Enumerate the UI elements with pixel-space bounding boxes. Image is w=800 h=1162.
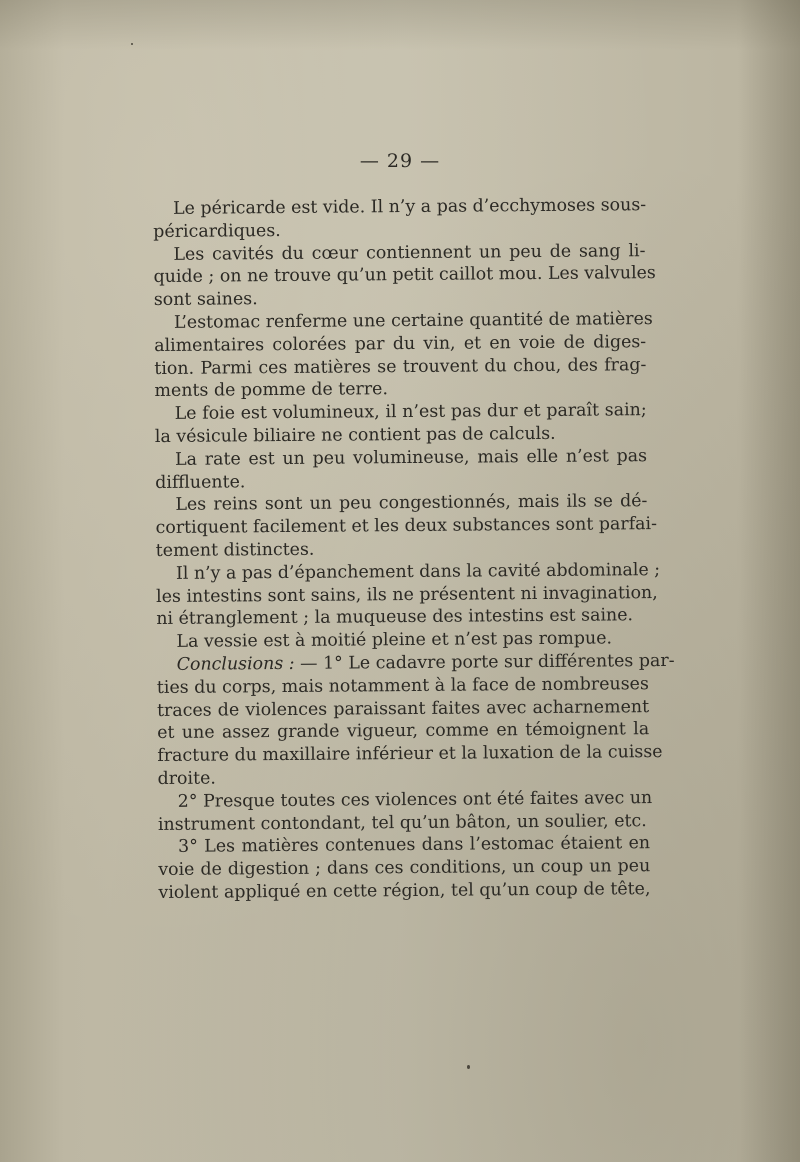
text-line: 3° Les matières contenues dans l’estomac étaient en <box>178 833 651 858</box>
text-line: La vessie est à moitié pleine et n’est pas rompue. <box>176 628 613 652</box>
text-line: tement distinctes. <box>155 539 315 561</box>
page-number: — 29 — <box>359 150 441 172</box>
text-line: cortiquent facilement et les deux substances sont parfai- <box>155 514 657 539</box>
paragraph <box>156 559 661 631</box>
text-line: tion. Parmi ces matières se trouvent du chou, des frag- <box>154 354 647 379</box>
text-line: et une assez grande vigueur, comme en témoignent la <box>157 719 650 744</box>
text-line: Il n’y a pas d’épanchement dans la cavité abdominale ; <box>175 559 661 584</box>
paragraph <box>153 194 645 243</box>
paragraph <box>155 399 647 448</box>
text-line: Le foie est volumineux, il n’est pas dur et paraît sain; <box>174 400 647 425</box>
paragraph <box>157 787 653 836</box>
body-text <box>153 194 675 905</box>
text-line: ments de pomme de terre. <box>154 379 389 402</box>
text-line: alimentaires colorées par du vin, et en voie de diges- <box>154 331 647 356</box>
page-top-shadow <box>0 0 800 50</box>
text-line: ties du corps, mais notamment à la face de nombreuses <box>156 673 649 698</box>
text-line: péricardiques. <box>153 220 281 242</box>
text-line: traces de violences paraissant faites avec acharnement <box>156 696 650 721</box>
text-line: quide ; on ne trouve qu’un petit caillot mou. Les valvules <box>153 263 656 288</box>
paper-speck <box>467 1065 470 1069</box>
text-line: Le péricarde est vide. Il n’y a pas d’ecchymoses sous- <box>173 195 647 219</box>
text-line: La rate est un peu volumineuse, mais elle n’est pas <box>174 445 648 470</box>
text-line: fracture du maxillaire inférieur et la luxation de la cuisse <box>157 742 663 767</box>
paragraph <box>154 308 653 403</box>
text-line: Les cavités du cœur contiennent un peu de sang li- <box>173 240 646 265</box>
text-line: violent appliqué en cette région, tel qu’un coup de tête, <box>158 879 651 903</box>
text-line: diffluente. <box>155 471 246 493</box>
text-line: la vésicule biliaire ne contient pas de calculs. <box>154 423 556 447</box>
paragraph <box>155 445 647 494</box>
text-line: sont saines. <box>153 289 258 311</box>
text-line: droite. <box>157 768 216 789</box>
paragraph <box>156 650 675 791</box>
text-line: les intestins sont sains, ils ne présentent ni invagination, <box>156 582 658 607</box>
text-line: Les reins sont un peu congestionnés, mais ils se dé- <box>175 491 648 516</box>
paper-speck <box>131 43 133 45</box>
paragraph <box>153 240 656 312</box>
paragraph <box>158 832 651 904</box>
text-line: ni étranglement ; la muqueuse des intestins est saine. <box>156 605 634 630</box>
text-line: voie de digestion ; dans ces conditions, un coup un peu <box>158 856 651 881</box>
text-line-rest: — 1° Le cadavre porte sur différentes par- <box>294 650 675 674</box>
text-line: 2° Presque toutes ces violences ont été faites avec un <box>177 787 653 812</box>
text-line: instrument contondant, tel qu’un bâton, un soulier, etc. <box>157 810 647 835</box>
paragraph <box>155 490 657 562</box>
page-right-shadow <box>740 0 800 1162</box>
text-line: L’estomac renferme une certaine quantité de matières <box>173 309 653 333</box>
conclusions-heading: Conclusions : <box>176 653 295 675</box>
